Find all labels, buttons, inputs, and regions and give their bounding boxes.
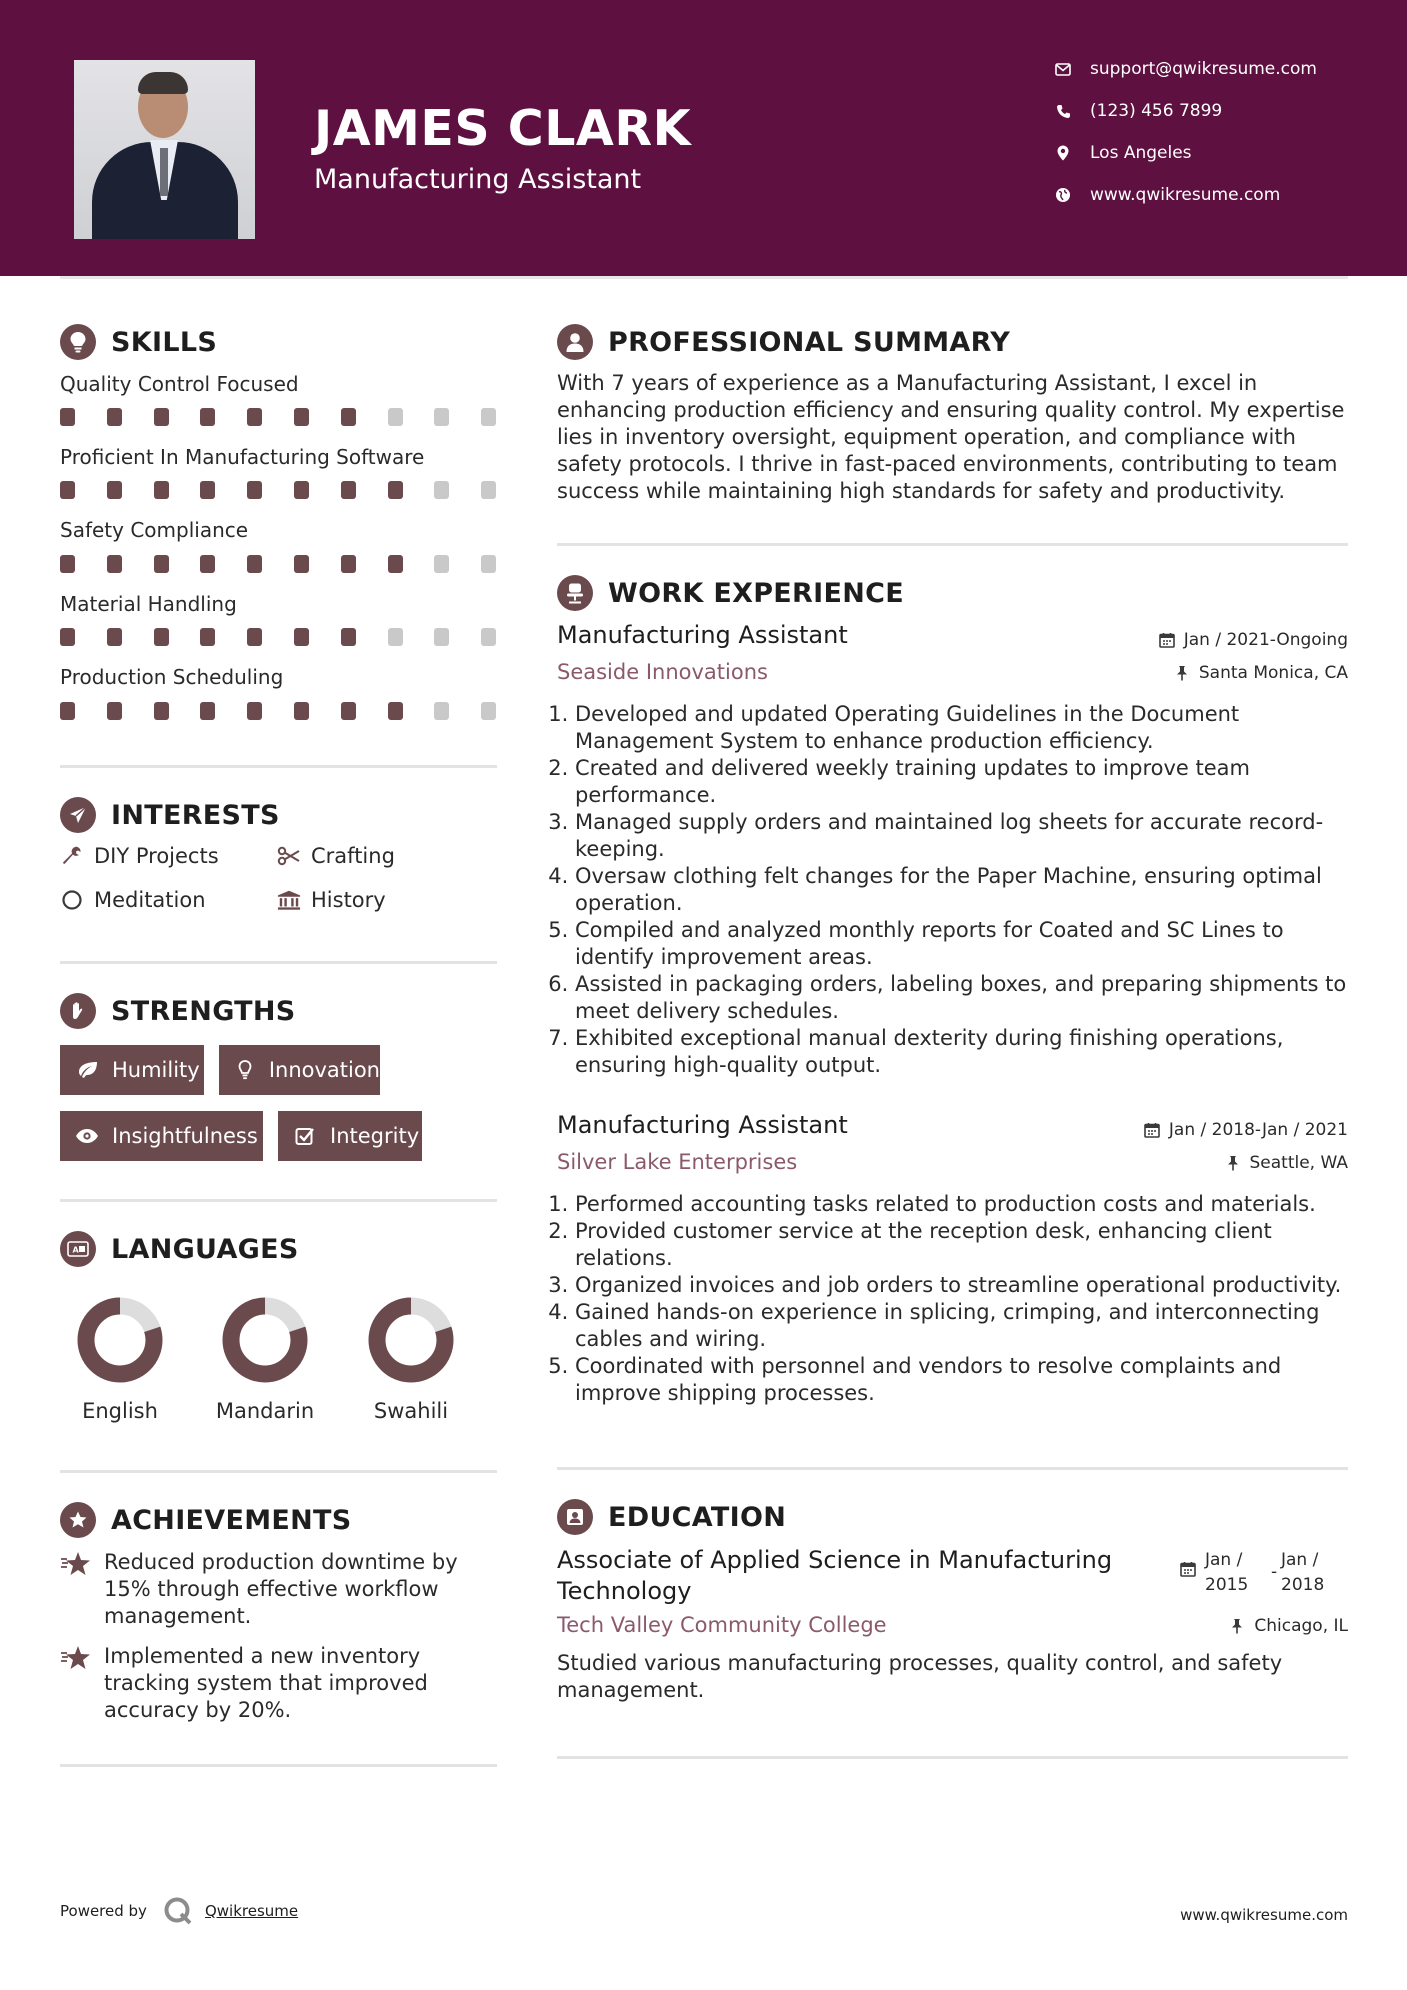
achievement-item: Implemented a new inventory tracking system that improved accuracy by 20%. — [60, 1643, 500, 1724]
education-description: Studied various manufacturing processes, quality control, and safety management. — [557, 1651, 1283, 1702]
job-role: Manufacturing Assistant — [557, 621, 848, 649]
user-icon — [557, 324, 593, 360]
skill-dot-filled — [247, 408, 262, 426]
qwikresume-logo-icon — [163, 1896, 193, 1926]
skill-dot-filled — [200, 408, 215, 426]
skill-rating — [60, 628, 500, 646]
skill-dot-empty — [388, 408, 403, 426]
skill-dot-filled — [341, 481, 356, 499]
company-name: Seaside Innovations — [557, 660, 768, 684]
skill-dot-empty — [481, 555, 496, 573]
interests-heading: INTERESTS — [60, 797, 280, 833]
section-divider — [557, 543, 1348, 546]
candidate-name: JAMES CLARK — [314, 100, 692, 157]
skill-dot-empty — [434, 408, 449, 426]
skill-dot-filled — [60, 628, 75, 646]
museum-icon — [277, 888, 301, 912]
graduate-icon — [557, 1499, 593, 1535]
achievement-item: Reduced production downtime by 15% through effective workflow management. — [60, 1549, 500, 1630]
star-badge-icon — [60, 1502, 96, 1538]
footer-powered-by: Powered by Qwikresume — [60, 1896, 298, 1926]
contact-phone-text: (123) 456 7899 — [1090, 101, 1223, 121]
skill-dot-filled — [60, 555, 75, 573]
pushpin-icon — [1228, 1617, 1246, 1635]
company-name: Silver Lake Enterprises — [557, 1150, 798, 1174]
language-name: Mandarin — [215, 1399, 315, 1423]
contact-location — [1054, 138, 1394, 168]
section-divider — [60, 765, 497, 768]
experience-heading: WORK EXPERIENCE — [557, 575, 904, 611]
job-location: Santa Monica, CA — [1000, 663, 1348, 683]
skill-dot-filled — [60, 481, 75, 499]
header-divider — [60, 276, 1348, 279]
interest-item: Meditation — [60, 888, 206, 912]
skill-name: Quality Control Focused — [60, 372, 299, 396]
skill-dot-filled — [200, 702, 215, 720]
list-item: 3. Organized invoices and job orders to streamline operational productivity. — [575, 1272, 1352, 1299]
office-chair-icon — [557, 575, 593, 611]
skill-dot-filled — [341, 702, 356, 720]
skill-dot-empty — [481, 702, 496, 720]
list-item: 4. Gained hands-on experience in splicing, crimping, and interconnecting cables and wiring. — [575, 1299, 1352, 1353]
globe-icon — [1054, 186, 1072, 204]
profile-photo — [74, 60, 255, 239]
skill-dot-filled — [200, 628, 215, 646]
skill-dot-filled — [247, 628, 262, 646]
skill-dot-filled — [294, 481, 309, 499]
degree-name: Associate of Applied Science in Manufacturing Technology — [557, 1546, 1113, 1605]
list-item: 1. Developed and updated Operating Guidelines in the Document Management System to enhance production efficiency. — [575, 701, 1352, 755]
skill-name: Safety Compliance — [60, 518, 249, 542]
svg-text:A: A — [72, 1245, 79, 1255]
skill-dot-filled — [341, 628, 356, 646]
language-level-ring — [73, 1293, 167, 1387]
languages-heading: A LANGUAGES — [60, 1231, 299, 1267]
contact-email-text: support@qwikresume.com — [1090, 59, 1317, 79]
eye-icon — [74, 1125, 100, 1147]
school-name: Tech Valley Community College — [557, 1613, 887, 1637]
calendar-icon — [1158, 631, 1176, 649]
strength-tag: Humility — [60, 1045, 204, 1095]
skill-rating — [60, 408, 500, 426]
skill-dot-filled — [60, 702, 75, 720]
job-dates: Jan / 2018-Jan / 2021 — [1000, 1120, 1348, 1140]
strength-tag: Insightfulness — [60, 1111, 263, 1161]
job-duties-list — [557, 1191, 1352, 1407]
education-date-separator: - — [1271, 1562, 1278, 1582]
summary-text: With 7 years of experience as a Manufacturing Assistant, I excel in enhancing production efficiency and ensuring quality control. My expertise lies in inventory oversight, equipment operation, and compliance with safety protocols. I thrive in fast-paced environments, contributing to team success while maintaining high standards for safety and productivity. — [557, 371, 1345, 503]
skill-dot-filled — [154, 702, 169, 720]
language-name: Swahili — [373, 1399, 449, 1423]
skill-dot-filled — [154, 481, 169, 499]
list-item: 2. Created and delivered weekly training updates to improve team performance. — [575, 755, 1352, 809]
skill-dot-filled — [60, 408, 75, 426]
phone-icon — [1054, 102, 1072, 120]
leaf-icon — [74, 1059, 100, 1081]
job-role: Manufacturing Assistant — [557, 1111, 848, 1139]
skill-dot-empty — [434, 555, 449, 573]
job-dates: Jan / 2021-Ongoing — [1000, 630, 1348, 650]
skill-rating — [60, 481, 500, 499]
skill-dot-empty — [434, 481, 449, 499]
language-level-ring — [218, 1293, 312, 1387]
skill-dot-filled — [107, 408, 122, 426]
skill-dot-empty — [434, 628, 449, 646]
skill-dot-empty — [388, 628, 403, 646]
footer-brand-link[interactable]: Qwikresume — [204, 1902, 299, 1920]
list-item: 2. Provided customer service at the reception desk, enhancing client relations. — [575, 1218, 1352, 1272]
list-item: 3. Managed supply orders and maintained log sheets for accurate record-keeping. — [575, 809, 1352, 863]
strengths-heading: STRENGTHS — [60, 993, 296, 1029]
skill-dot-filled — [107, 628, 122, 646]
skill-dot-filled — [388, 702, 403, 720]
candidate-title: Manufacturing Assistant — [314, 164, 642, 195]
skill-dot-empty — [481, 628, 496, 646]
list-item: 1. Performed accounting tasks related to production costs and materials. — [575, 1191, 1352, 1218]
skill-dot-filled — [294, 555, 309, 573]
skill-dot-filled — [154, 628, 169, 646]
skill-dot-empty — [434, 702, 449, 720]
skill-dot-empty — [481, 481, 496, 499]
map-pin-icon — [1054, 144, 1072, 162]
paper-plane-icon — [60, 797, 96, 833]
skill-name: Proficient In Manufacturing Software — [60, 445, 425, 469]
lightbulb-icon — [60, 324, 96, 360]
contact-location-text: Los Angeles — [1090, 143, 1192, 163]
skill-dot-filled — [154, 555, 169, 573]
education-heading: EDUCATION — [557, 1499, 786, 1535]
section-divider — [60, 1764, 497, 1767]
summary-heading: PROFESSIONAL SUMMARY — [557, 324, 1010, 360]
section-divider — [60, 1199, 497, 1202]
resume-header — [0, 0, 1407, 276]
skill-dot-filled — [294, 628, 309, 646]
education-start-date: Jan / 2015 — [1205, 1550, 1249, 1595]
list-item: 5. Compiled and analyzed monthly reports for Coated and SC Lines to identify improvement areas. — [575, 917, 1352, 971]
interest-item: Crafting — [277, 844, 395, 868]
skill-dot-filled — [154, 408, 169, 426]
pushpin-icon — [1224, 1154, 1242, 1172]
skill-rating — [60, 555, 500, 573]
skills-heading: SKILLS — [60, 324, 217, 360]
checkbox-icon — [292, 1125, 318, 1147]
skill-dot-filled — [247, 702, 262, 720]
section-divider — [557, 1467, 1348, 1470]
interest-item: History — [277, 888, 386, 912]
skill-dot-filled — [200, 481, 215, 499]
skill-dot-filled — [388, 555, 403, 573]
skill-dot-filled — [107, 481, 122, 499]
skill-name: Material Handling — [60, 592, 237, 616]
calendar-icon — [1180, 1561, 1196, 1581]
section-divider — [60, 1470, 497, 1473]
skill-rating — [60, 702, 500, 720]
hand-icon — [60, 993, 96, 1029]
list-item: 6. Assisted in packaging orders, labeling boxes, and preparing shipments to meet delivery schedules. — [575, 971, 1352, 1025]
skill-dot-filled — [294, 408, 309, 426]
contact-phone[interactable] — [1054, 96, 1394, 126]
list-item: 7. Exhibited exceptional manual dexterity during finishing operations, ensuring high-quality output. — [575, 1025, 1352, 1079]
contact-email[interactable] — [1054, 54, 1394, 84]
skill-dot-filled — [341, 555, 356, 573]
section-divider — [557, 1756, 1348, 1759]
envelope-icon — [1054, 60, 1072, 78]
scissors-icon — [277, 844, 301, 868]
skill-dot-filled — [247, 555, 262, 573]
language-icon — [60, 1231, 96, 1267]
language-name: English — [82, 1399, 158, 1423]
education-location: Chicago, IL — [1000, 1616, 1348, 1636]
skill-dot-filled — [247, 481, 262, 499]
star-icon — [60, 1645, 92, 1671]
list-item: 5. Coordinated with personnel and vendors to resolve complaints and improve shipping processes. — [575, 1353, 1352, 1407]
skill-dot-filled — [107, 555, 122, 573]
contact-website-text: www.qwikresume.com — [1090, 185, 1281, 205]
skill-dot-filled — [294, 702, 309, 720]
job-duties-list — [557, 701, 1352, 1079]
education-end-date: Jan / 2018 — [1281, 1550, 1325, 1595]
strength-tag: Innovation — [219, 1045, 380, 1095]
section-divider — [60, 961, 497, 964]
skill-dot-filled — [341, 408, 356, 426]
skill-dot-filled — [200, 555, 215, 573]
calendar-icon — [1143, 1121, 1161, 1139]
pushpin-icon — [1173, 664, 1191, 682]
job-location: Seattle, WA — [1000, 1153, 1348, 1173]
skill-dot-filled — [107, 702, 122, 720]
language-level-ring — [364, 1293, 458, 1387]
list-item: 4. Oversaw clothing felt changes for the Paper Machine, ensuring optimal operation. — [575, 863, 1352, 917]
contact-website[interactable] — [1054, 180, 1394, 210]
skill-dot-empty — [481, 408, 496, 426]
footer-url[interactable]: www.qwikresume.com — [1180, 1906, 1348, 1924]
strength-tag: Integrity — [278, 1111, 422, 1161]
lightbulb-icon — [233, 1059, 257, 1081]
wrench-icon — [60, 844, 84, 868]
skill-name: Production Scheduling — [60, 665, 284, 689]
achievements-heading: ACHIEVEMENTS — [60, 1502, 352, 1538]
star-icon — [60, 1551, 92, 1577]
skill-dot-filled — [388, 481, 403, 499]
circle-icon — [60, 888, 84, 912]
interest-item: DIY Projects — [60, 844, 219, 868]
